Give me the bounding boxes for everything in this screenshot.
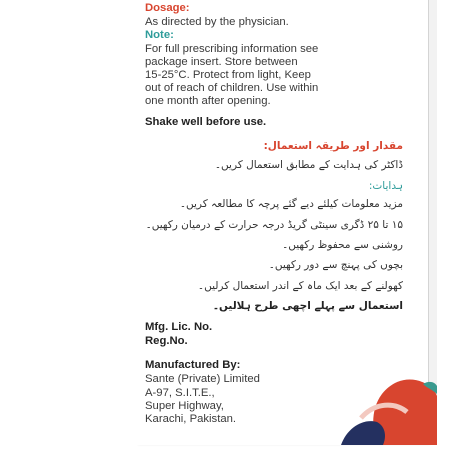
note-line: For full prescribing information see [145,43,319,55]
note-line: out of reach of children. Use within [145,82,319,94]
note-line: one month after opening. [145,95,271,107]
urdu-dosage-text: ڈاکٹر کی ہدایت کے مطابق استعمال کریں۔ [214,159,403,171]
address-line: Sante (Private) Limited [145,373,260,385]
package-side-panel [137,0,437,450]
address-line: Karachi, Pakistan. [145,413,237,425]
note-line: 15-25°C. Protect from light, Keep [145,69,311,81]
decor-navy-shape [341,421,385,445]
urdu-note-heading: ہدایات: [368,180,403,192]
decorative-swoosh-graphic [137,0,437,450]
dosage-text: As directed by the physician. [145,16,289,28]
shake-instruction: Shake well before use. [145,116,267,128]
address-line: Super Highway, [145,400,224,412]
note-line: package insert. Store between [145,56,298,68]
manufacturer-heading: Manufactured By: [145,359,241,371]
urdu-shake-instruction: استعمال سے پہلے اچھی طرح ہلالیں۔ [212,300,403,312]
urdu-note-line: مزید معلومات کیلئے دیے گئے پرچہ کا مطالعہ کریں۔ [179,198,403,210]
urdu-dosage-heading: مقدار اور طریقہ استعمال: [263,140,403,152]
note-heading: Note: [145,29,174,41]
urdu-note-line: بچوں کی پہنچ سے دور رکھیں۔ [268,259,403,271]
address-line: A-97, S.I.T.E., [145,387,215,399]
urdu-note-line: روشنی سے محفوظ رکھیں۔ [282,239,403,251]
registration-label: Reg.No. [145,335,188,347]
urdu-note-line: کھولنے کے بعد ایک ماہ کے اندر استعمال کرلیں۔ [197,280,403,292]
mfg-license-label: Mfg. Lic. No. [145,321,213,333]
urdu-note-line: ۱۵ تا ۲۵ ڈگری سینٹی گریڈ درجہ حرارت کے درمیان رکھیں۔ [145,219,403,231]
dosage-heading: Dosage: [145,2,190,14]
